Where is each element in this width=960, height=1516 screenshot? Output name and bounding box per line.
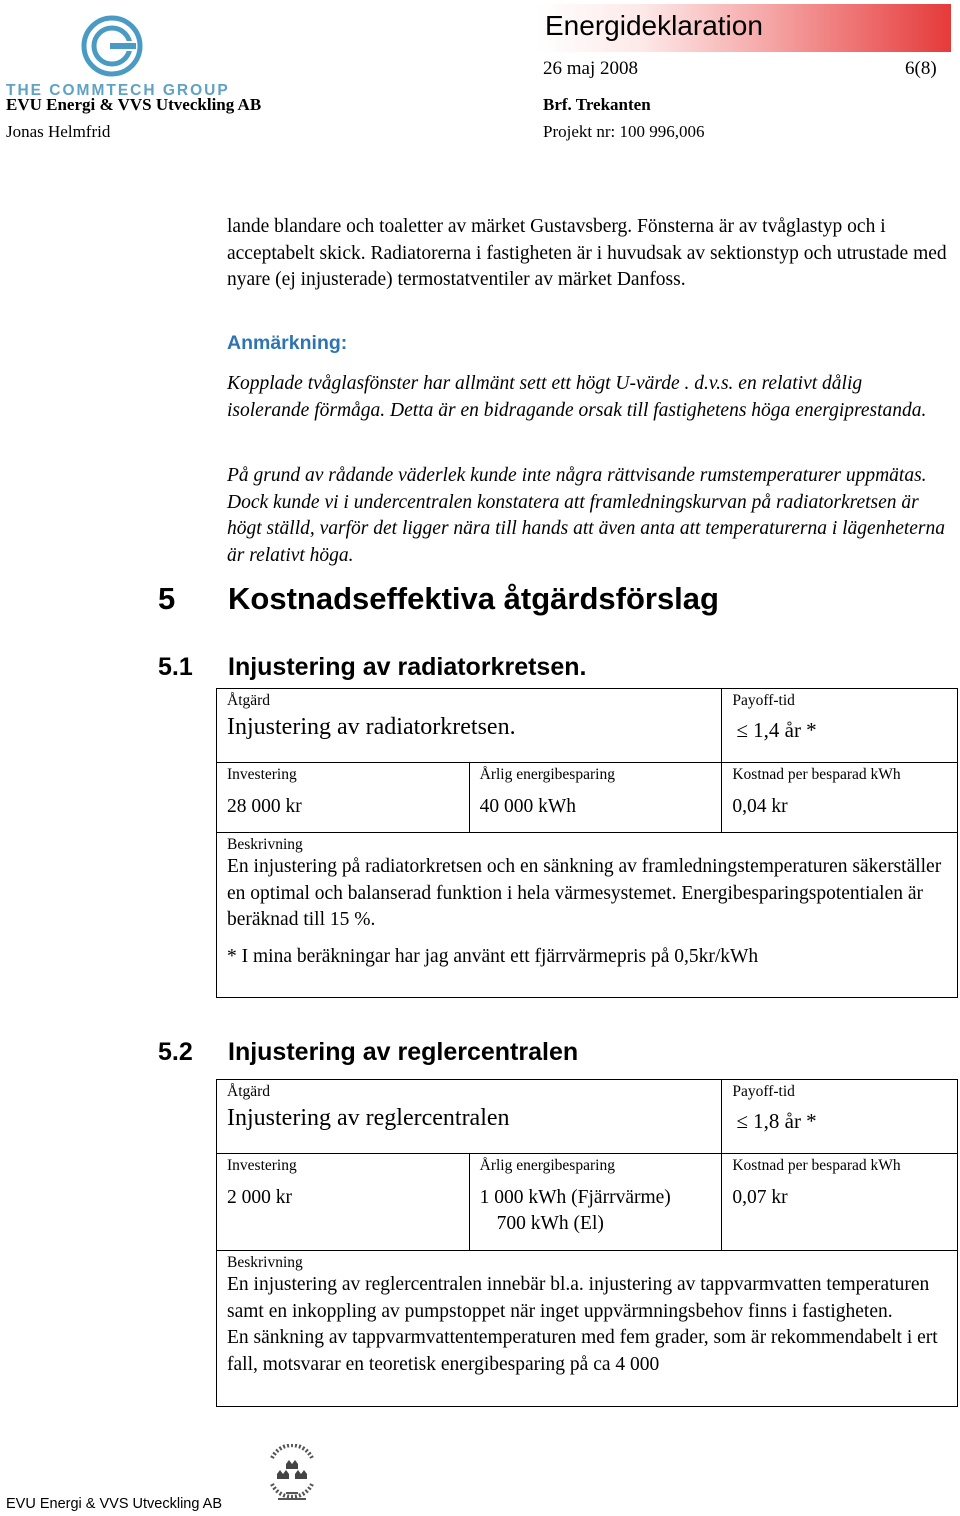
footer-company-name: EVU Energi & VVS Utveckling AB — [6, 1496, 222, 1512]
measure-number: 5.1 — [158, 653, 193, 681]
action-cell — [217, 1080, 722, 1154]
document-title: Energideklaration — [545, 10, 763, 41]
investment-cell — [217, 1154, 470, 1251]
saving-cell — [469, 1154, 722, 1251]
payoff-label: Payoff-tid — [732, 1083, 795, 1100]
action-label: Åtgärd — [227, 692, 271, 709]
measure-number: 5.2 — [158, 1038, 193, 1066]
investment-cell — [217, 763, 470, 833]
action-value: Injustering av reglercentralen — [227, 1105, 510, 1131]
payoff-value: ≤ 1,8 år * — [736, 1109, 817, 1133]
description-cell — [217, 1251, 958, 1407]
payoff-value: ≤ 1,4 år * — [736, 718, 817, 742]
saving-value: 1 000 kWh (Fjärrvärme) — [479, 1187, 671, 1208]
page-number: 6(8) — [905, 58, 937, 79]
measure-heading-title: Injustering av radiatorkretsen. — [228, 653, 587, 681]
project-number: Projekt nr: 100 996,006 — [543, 122, 705, 141]
description-label: Beskrivning — [227, 836, 303, 853]
cost-cell — [722, 1154, 958, 1251]
description-cell — [217, 833, 958, 998]
measure-table-5-2 — [216, 1079, 958, 1407]
saving-label: Årlig energibesparing — [479, 766, 615, 783]
cost-value: 0,04 kr — [732, 796, 788, 817]
swedac-accreditation-icon — [264, 1444, 320, 1506]
measure-heading-5-1 — [158, 653, 586, 682]
measure-table-5-1 — [216, 688, 958, 998]
author-name: Jonas Helmfrid — [6, 122, 111, 141]
cost-label: Kostnad per besparad kWh — [732, 766, 901, 783]
price-note: * I mina beräkningar har jag använt ett fjärrvärmepris på 0,5kr/kWh — [227, 945, 759, 967]
company-name: EVU Energi & VVS Utveckling AB — [6, 95, 262, 114]
cost-value: 0,07 kr — [732, 1187, 788, 1208]
logo-wordmark: THE COMMTECH GROUP — [6, 82, 230, 99]
saving-value-el: 700 kWh (El) — [496, 1213, 604, 1234]
payoff-cell — [722, 1080, 958, 1154]
remark-temperature: På grund av rådande väderlek kunde inte några rättvisande rumstemperaturer uppmätas. Dock kunde vi i undercentralen konstatera att framledningskurvan på radiatorkretsen är högt ställd, varför det ligger nära till hands att även anta att temperaturerna i lägenheterna är relativt höga. — [227, 465, 946, 566]
measure-heading-5-2 — [158, 1038, 578, 1067]
measure-heading-title: Injustering av reglercentralen — [228, 1038, 579, 1066]
payoff-cell — [722, 689, 958, 763]
investment-label: Investering — [227, 1157, 297, 1174]
commtech-logo-icon — [80, 14, 144, 78]
payoff-label: Payoff-tid — [732, 692, 795, 709]
remark-windows: Kopplade tvåglasfönster har allmänt sett ett högt U-värde . d.v.s. en relativt dålig isolerande förmåga. Detta är en bidragande orsak till fastighetens höga energiprestanda. — [227, 373, 927, 421]
intro-paragraph: lande blandare och toaletter av märket Gustavsberg. Fönsterna är av tvåglastyp och i acceptabelt skick. Radiatorerna i fastigheten är i huvudsak av sektionstyp och utrustade med nyare (ej injusterade) termostatventiler av märket Danfoss. — [227, 216, 947, 290]
action-label: Åtgärd — [227, 1083, 271, 1100]
project-name: Brf. Trekanten — [543, 95, 651, 114]
description-label: Beskrivning — [227, 1254, 303, 1271]
investment-label: Investering — [227, 766, 297, 783]
cost-label: Kostnad per besparad kWh — [732, 1157, 901, 1174]
investment-value: 28 000 kr — [227, 796, 302, 817]
saving-label: Årlig energibesparing — [479, 1157, 615, 1174]
section-heading — [158, 581, 719, 617]
document-date: 26 maj 2008 — [543, 58, 638, 79]
cost-cell — [722, 763, 958, 833]
section-number: 5 — [158, 581, 176, 616]
description-text: En injustering av reglercentralen innebär bl.a. injustering av tappvarmvatten temperaturen samt en inkoppling av pumpstoppet när inget uppvärmningsbehov finns i fastigheten. — [227, 1274, 930, 1322]
investment-value: 2 000 kr — [227, 1187, 292, 1208]
action-value: Injustering av radiatorkretsen. — [227, 714, 516, 740]
description-text-2: En sänkning av tappvarmvattentemperaturen med fem grader, som är rekommendabelt i ert fall, motsvarar en teoretisk energibesparing på ca 4 000 — [227, 1327, 938, 1375]
saving-cell — [469, 763, 722, 833]
description-text: En injustering på radiatorkretsen och en sänkning av framledningstemperaturen säkerställer en optimal och balanserad funktion i hela värmesystemet. Energibesparingspotentialen är beräknad till 15 %. — [227, 856, 942, 930]
section-title: Kostnadseffektiva åtgärdsförslag — [228, 581, 719, 616]
action-cell — [217, 689, 722, 763]
saving-value: 40 000 kWh — [479, 796, 577, 817]
remark-label: Anmärkning: — [227, 332, 348, 354]
